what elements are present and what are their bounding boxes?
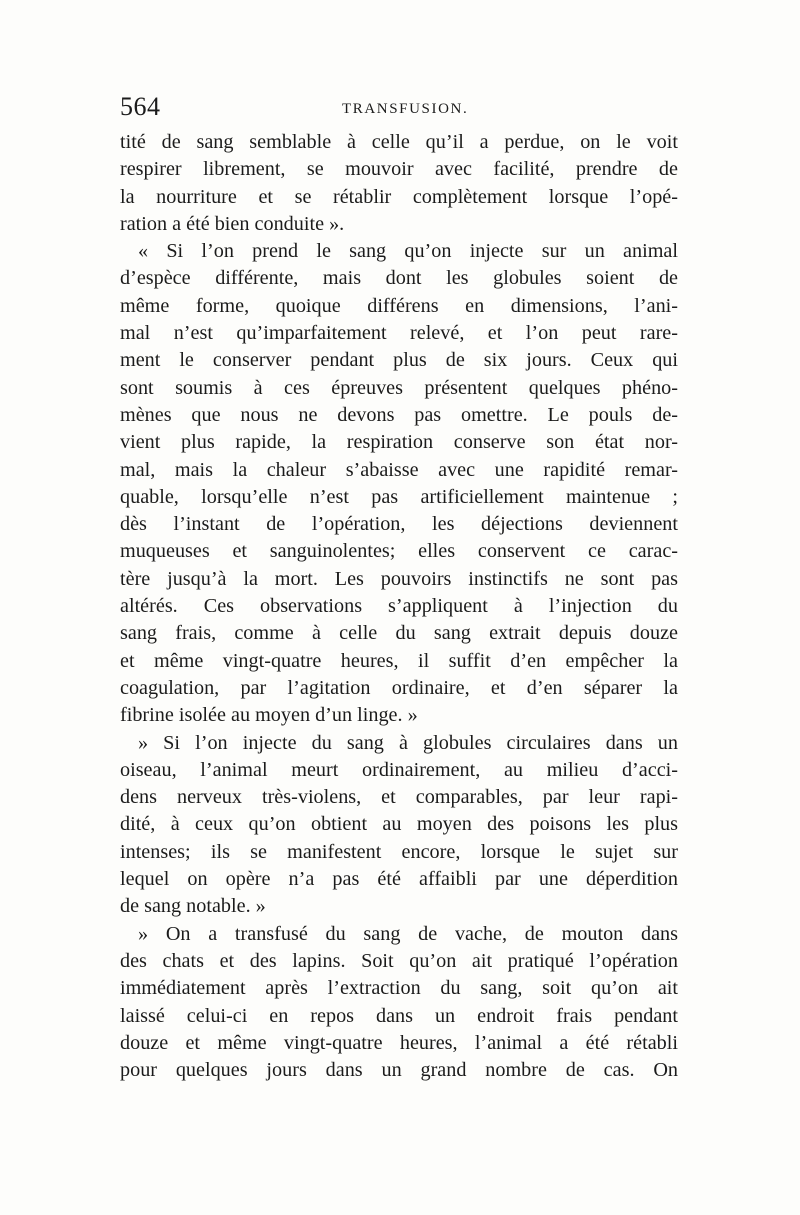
page-number: 564: [120, 92, 161, 121]
text-line: quable, lorsqu’elle n’est pas artificiellement maintenue ;: [120, 485, 678, 508]
text-line: » Si l’on injecte du sang à globules circulaires dans un: [138, 731, 678, 754]
text-line: sang frais, comme à celle du sang extrait depuis douze: [120, 622, 678, 645]
text-line: ration a été bien conduite ».: [120, 212, 345, 235]
text-line: coagulation, par l’agitation ordinaire, et d’en séparer la: [120, 676, 678, 699]
text-line: et même vingt-quatre heures, il suffit d’en empêcher la: [120, 649, 678, 672]
text-line: » On a transfusé du sang de vache, de mouton dans: [138, 922, 678, 945]
text-line: immédiatement après l’extraction du sang, soit qu’on ait: [120, 977, 678, 1000]
text-line: mènes que nous ne devons pas omettre. Le pouls de-: [120, 403, 678, 426]
text-line: la nourriture et se rétablir complètement lorsque l’opé-: [120, 185, 678, 208]
text-line: dès l’instant de l’opération, les déjections deviennent: [120, 513, 678, 536]
text-line: « Si l’on prend le sang qu’on injecte sur un animal: [138, 240, 678, 263]
text-line: dité, à ceux qu’on obtient au moyen des poisons les plus: [120, 813, 678, 836]
text-line: pour quelques jours dans un grand nombre de cas. On: [120, 1059, 678, 1082]
text-line: altérés. Ces observations s’appliquent à l’injection du: [120, 595, 678, 618]
text-line: oiseau, l’animal meurt ordinairement, au milieu d’acci-: [120, 758, 678, 781]
text-line: ment le conserver pendant plus de six jours. Ceux qui: [120, 349, 678, 372]
text-line: même forme, quoique différens en dimensions, l’ani-: [120, 294, 678, 317]
text-line: tité de sang semblable à celle qu’il a perdue, on le voit: [120, 131, 678, 153]
text-line: respirer librement, se mouvoir avec facilité, prendre de: [120, 158, 678, 181]
text-line: sont soumis à ces épreuves présentent quelques phéno-: [120, 376, 678, 399]
text-line: intenses; ils se manifestent encore, lorsque le sujet sur: [120, 840, 678, 863]
running-head: [120, 92, 680, 128]
text-line: mal n’est qu’imparfaitement relevé, et l’on peut rare-: [120, 322, 678, 345]
text-line: mal, mais la chaleur s’abaisse avec une rapidité remar-: [120, 458, 678, 481]
body-text: [120, 129, 678, 1084]
text-line: dens nerveux très-violens, et comparables, par leur rapi-: [120, 786, 678, 809]
text-line: des chats et des lapins. Soit qu’on ait pratiqué l’opération: [120, 949, 678, 972]
text-line: fibrine isolée au moyen d’un linge. »: [120, 704, 418, 727]
text-line: laissé celui-ci en repos dans un endroit frais pendant: [120, 1004, 678, 1027]
running-title: TRANSFUSION.: [342, 101, 469, 117]
text-line: de sang notable. »: [120, 895, 266, 918]
text-line: muqueuses et sanguinolentes; elles conservent ce carac-: [120, 540, 678, 563]
text-line: tère jusqu’à la mort. Les pouvoirs instinctifs ne sont pas: [120, 567, 678, 590]
text-line: douze et même vingt-quatre heures, l’animal a été rétabli: [120, 1031, 678, 1054]
text-line: d’espèce différente, mais dont les globules soient de: [120, 267, 678, 290]
text-line: lequel on opère n’a pas été affaibli par une déperdition: [120, 868, 678, 891]
text-line: vient plus rapide, la respiration conserve son état nor-: [120, 431, 678, 454]
